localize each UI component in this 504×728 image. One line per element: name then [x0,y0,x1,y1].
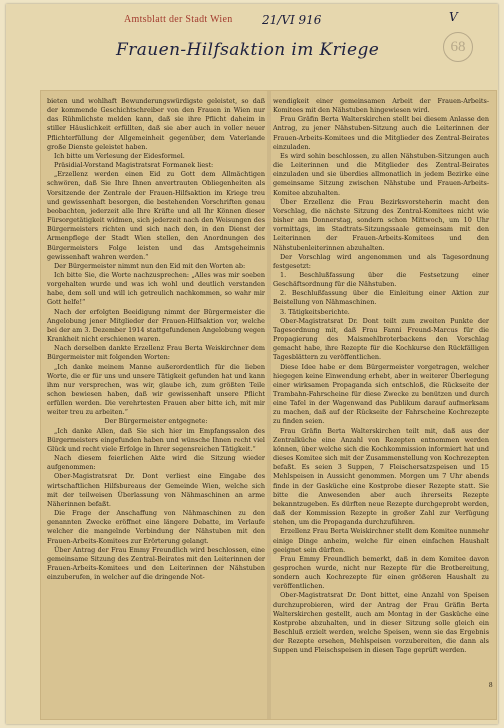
column-gutter [267,91,271,719]
paragraph: bieten und wohlhaft Bewunderungswürdigste geleistet, so daß der kommende Geschichtschreiber von den Frauen in Wien nur das Rühmlichste melden kann, daß sie ihre Pflicht daheim in stiller Häuslichkeit erfüllten, daß sie aber auch in voller neuer Pflichterfüllung der Allgemeinheit gegenüber, dem Vaterlande große Dienste geleistet haben. [47,97,265,151]
page-number: 8 [489,681,493,689]
paragraph: Nach der erfolgten Beeidigung nimmt der Bürgermeister die Angelobung jener Mitglieder der Frauen-Hilfsaktion vor, welche bei der am 3. Dezember 1914 stattgefundenen Angelobung wegen Krankheit nicht erschienen waren. [47,307,265,344]
paragraph: Frau Gräfin Berta Walterskirchen stellt bei diesem Anlasse den Antrag, zu jener Nähstuben-Sitzung auch die Leiterinnen der Frauen-Arbeits-Komitees und die Mitglieder des Zentral-Beirates einzuladen. [273,115,489,151]
paragraph: „Ich danke Allen, daß Sie sich hier im Empfangssalon des Bürgermeisters eingefunden haben und wünsche Ihnen recht viel Glück und recht viele Erfolge in Ihrer segensreichen Tätigkeit.“ [47,426,265,453]
paragraph: Ober-Magistratsrat Dr. Dont bittet, eine Anzahl von Speisen durchzuprobieren, wird der Antrag der Frau Gräfin Berta Walterskirchen gestellt, auch am Montag in der Gasküche eine Kostprobe abzuhalten, und in dieser Sitzung solle gleich ein Beschluß erzielt werden, welche Speisen, wenn sie das Ergebnis der Rezepte ersehen, Mehlspeisen vorzubereiten, die dann als Suppen und Fleischspeisen in diesen Tage geprüft werden. [273,591,489,655]
handwritten-volume-number: V [449,10,458,24]
agenda-item: 2. Beschlußfassung über die Einleitung einer Aktion zur Beistellung von Nähmaschinen. [273,289,489,307]
paragraph: wendigkeit einer gemeinsamen Arbeit der Frauen-Arbeits-Komitees mit den Nähstuben hingewiesen wird. [273,97,489,115]
paragraph: „Ich danke meinem Manne außerordentlich für die lieben Worte, die er für uns und unsere Tätigkeit gefunden hat und kann ihm nur versprechen, was wir, glaube ich, zum größten Teile schon bewiesen haben, daß wir gewissenhaft unsere Pflicht erfüllen werden. Die verehrtesten Frauen aber bitte ich, mit mir weiter treu zu arbeiten.“ [47,362,265,417]
paragraph: Die Frage der Anschaffung von Nähmaschinen zu den genannten Zwecke eröffnet eine längere Debatte, im Verlaufe welcher die mangelnde Verbindung der Nähstuben mit den Frauen-Arbeits-Komitees zur Erörterung gelangt. [47,509,265,545]
paragraph: Nach diesem feierlichen Akte wird die Sitzung wieder aufgenommen: [47,454,265,472]
paragraph: Ich bitte Sie, die Worte nachzusprechen: „Alles was mir soeben vorgehalten wurde und was ich wohl und deutlich verstanden habe, dem soll und will ich getreulich nachkommen, so wahr mir Gott helfe!“ [47,270,265,307]
paragraph: Ich bitte um Verlesung der Eidesformel. [54,151,185,160]
agenda-item: 1. Beschlußfassung über die Festsetzung einer Geschäftsordnung für die Nähstuben. [273,270,489,289]
right-text-column [273,97,489,709]
paragraph: „Erzellenz werden einen Eid zu Gott dem Allmächtigen schwören, daß Sie Ihre Ihnen anvertrauten Obliegenheiten als Vorsitzende der Zentrale der Frauen-Hilfsaktion im Kriege treu und gewissenhaft besorgen, die bestehenden Vorschriften genau beobachten, jederzeit alle Ihre Kräfte und all Ihr Können dieser Fürsorgetätigkeit widmen, sich jederzeit nach den Weisungen des Bürgermeisters richten und sich nach den, in den Dienst der Armenpflege der Stadt Wien stellen, den Anordnungen des Bürgermeisters Folge leisten und das Amtsgeheimnis gewissenhaft wahren werden.“ [47,170,265,261]
paragraph: Über Erzellenz die Frau Bezirksvorsteherin macht den Vorschlag, die nächste Sitzung des Zentral-Komitees nicht wie bisher am Donnerstag, sondern schon Mittwoch, um 10 Uhr vormittags, im Stadtrats-Sitzungssaale gemeinsam mit den Leiterinnen der Frauen-Arbeits-Komitees und den Nähstubenleiterinnen abzuhalten. [273,197,489,252]
paragraph: Präsidial-Vorstand Magistratsrat Formanek liest: [54,161,214,170]
agenda-item: 3. Tätigkeitsberichte. [280,307,350,316]
paragraph: Es wird sohin beschlossen, zu allen Nähstuben-Sitzungen auch die Leiterinnen und die Mitglieder des Zentral-Beirates einzuladen und sie überdies allmonatlich in jedem Bezirke eine gemeinsame Sitzung zwischen Nähstube und Frauen-Arbeits-Komitee abzuhalten. [273,151,489,197]
handwritten-date: 21/VI 916 [262,13,322,27]
handwritten-title: Frauen-Hilfsaktion im Kriege [116,40,380,60]
paragraph: Der Bürgermeister nimmt nun den Eid mit den Worten ab: [54,261,246,270]
paragraph: Der Bürgermeister entgegnete: [104,417,208,426]
newspaper-clipping [40,90,497,720]
paragraph: Frau Emmy Freundlich bemerkt, daß in dem Komitee davon gesprochen wurde, nicht nur Rezepte für die Brotbereitung, sondern auch Kochrezepte für einen größeren Haushalt zu veröffentlichen. [273,554,489,591]
publication-stamp: Amtsblatt der Stadt Wien [124,14,233,25]
paragraph: Der Vorschlag wird angenommen und als Tagesordnung festgesetzt: [273,252,489,270]
paragraph: Ober-Magistratsrat Dr. Dont verliest eine Eingabe des wirtschaftlichen Hilfsbureaus der Gemeinde Wien, welche sich mit der teilweisen Überlassung von Nähmaschinen an arme Näherinnen befaßt. [47,472,265,508]
archive-header [6,4,498,90]
left-text-column [47,97,265,709]
paragraph: Ober-Magistratsrat Dr. Dont teilt zum zweiten Punkte der Tagesordnung mit, daß Frau Fanni Freund-Marcus für die Propagierung des Maismehlbroterbackens den Vorschlag gemacht habe, ihre Rezepte für die Kochkurse den Rückfälligen Tagesblättern zu veröffentlichen. [273,316,489,362]
paragraph: Diese Idee habe er dem Bürgermeister vorgetragen, welcher hiegegen keine Einwendung erhebt, aber in weiterer Überlegung einer wirksamen Propaganda sich entschloß, die Rückseite der Trambahn-Fahrscheine für diese Zwecke zu benützen und durch eine Tafel in der Wagenwand das Publikum darauf aufmerksam zu machen, daß auf der Rückseite der Fahrscheine Kochrezepte zu finden seien. [273,362,489,426]
paragraph: Erzellenz Frau Berta Weiskirchner stellt dem Komitee nunmehr einige Dinge anheim, welche für einen einfachen Haushalt geeignet sein dürften. [273,527,489,554]
paragraph: Frau Gräfin Berta Walterskirchen teilt mit, daß aus der Zentralküche eine Anzahl von Rezepten entnommen werden können, über welche sich die Kochkommission informiert hat und dieses Komitee sich mit der Zusammenstellung von Kochrezepten befaßt. Es seien 3 Suppen, 7 Fleischersatzspeisen und 15 Mehlspeisen in Aussicht genommen. Morgen um 7 Uhr abends finde in der Gasküche eine Kostprobe dieser Rezepte statt. Sie bitte die Anwesenden aber auch ihrerseits Rezepte bekanntzugeben. Es dürften neue Rezepte durchgeprobt werden, daß der Kommission Rezepte in großer Zahl zur Verfügung stehen, um die Propaganda durchzuführen. [273,426,489,527]
paragraph: Nach derselben dankte Erzellenz Frau Berta Weiskirchner dem Bürgermeister mit folgenden Worten: [47,344,265,362]
paragraph: Über Antrag der Frau Emmy Freundlich wird beschlossen, eine gemeinsame Sitzung des Zentral-Beirates mit den Leiterinnen der Frauen-Arbeits-Komitees und den Leiterinnen der Nähstuben einzuberufen, in welcher auf die dringende Not- [47,545,265,582]
circled-page-number: 68 [443,32,473,62]
